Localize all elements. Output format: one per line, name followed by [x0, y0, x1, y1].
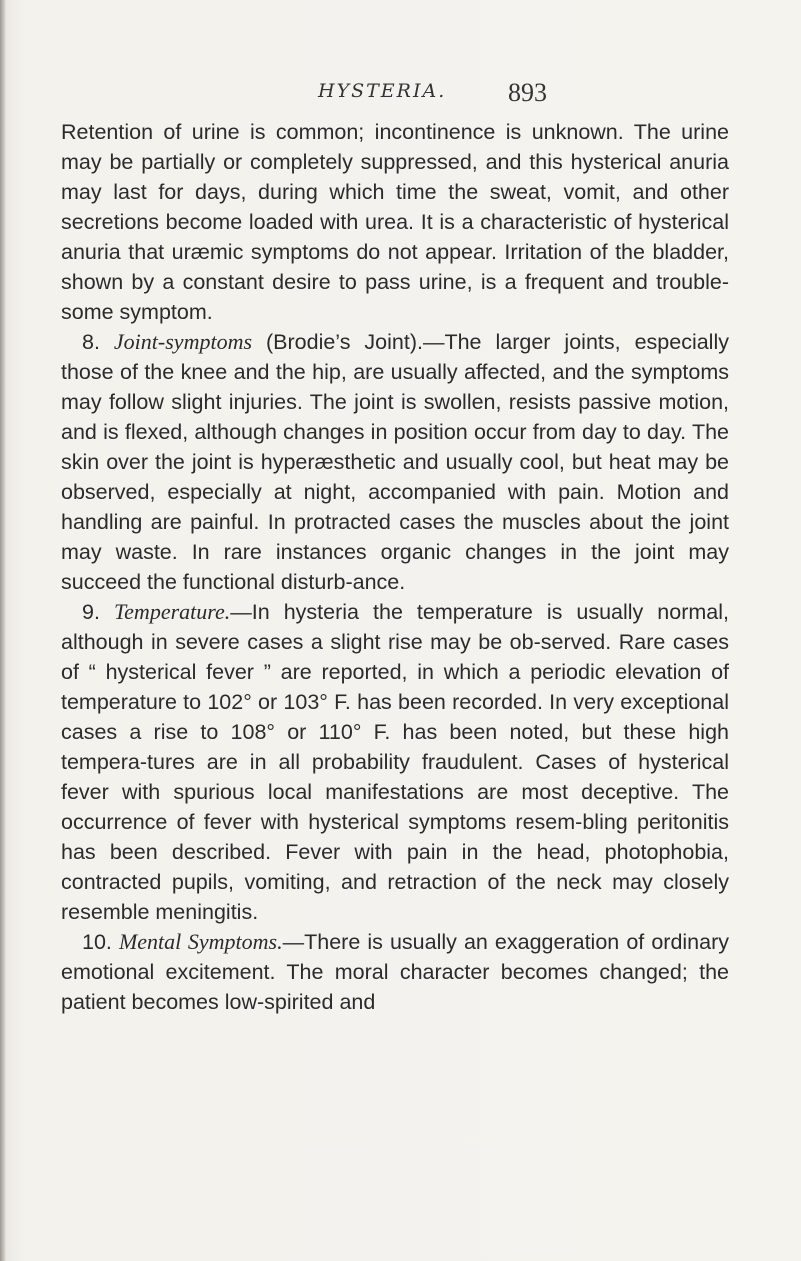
paragraph-mental-symptoms	[61, 927, 729, 1017]
running-title: HYSTERIA.	[318, 80, 447, 102]
page-number: 893	[508, 78, 547, 107]
section-number: 8.	[82, 330, 100, 354]
section-heading: Temperature.	[113, 599, 231, 624]
paragraph-urinary-symptoms	[61, 117, 729, 327]
paragraph-temperature	[61, 597, 729, 927]
paragraph-text: (Brodie’s Joint).—The larger joints, especially those of the knee and the hip, are usually affected, and the symptoms may follow slight injuries. The joint is swollen, resists passive motion, and is flexed, although changes in position occur from day to day. The skin over the joint is hyperæsthetic and usually cool, but heat may be observed, especially at night, accompanied with pain. Motion and handling are painful. In protracted cases the muscles about the joint may waste. In rare instances organic changes in the joint may succeed the functional disturb-ance.	[61, 330, 729, 594]
section-number: 10.	[82, 930, 112, 954]
running-header	[0, 78, 801, 118]
paragraph-joint-symptoms	[61, 327, 729, 597]
section-heading: Joint-symptoms	[113, 329, 253, 354]
page-binding-edge	[0, 0, 6, 1261]
section-heading: Mental Symptoms.	[118, 929, 283, 954]
paragraph-text: —In hysteria the temperature is usually normal, although in severe cases a slight rise may be ob-served. Rare cases of “ hysterical fever ” are reported, in which a periodic elevation of temperature to 102° or 103° F. has been recorded. In very exceptional cases a rise to 108° or 110° F. has been noted, but these high tempera-tures are in all probability fraudulent. Cases of hysterical fever with spurious local manifestations are most deceptive. The occurrence of fever with hysterical symptoms resem-bling peritonitis has been described. Fever with pain in the head, photophobia, contracted pupils, vomiting, and retraction of the neck may closely resemble meningitis.	[61, 600, 729, 924]
body-text	[61, 117, 729, 1017]
section-number: 9.	[82, 600, 100, 624]
paragraph-text: —There is usually an exaggeration of ordinary emotional excitement. The moral character becomes changed; the patient becomes low-spirited and	[61, 930, 730, 1014]
paragraph-text: Retention of urine is common; incontinence is unknown. The urine may be partially or completely suppressed, and this hysterical anuria may last for days, during which time the sweat, vomit, and other secretions become loaded with urea. It is a characteristic of hysterical anuria that uræmic symptoms do not appear. Irritation of the bladder, shown by a constant desire to pass urine, is a frequent and trouble-some symptom.	[61, 120, 729, 324]
